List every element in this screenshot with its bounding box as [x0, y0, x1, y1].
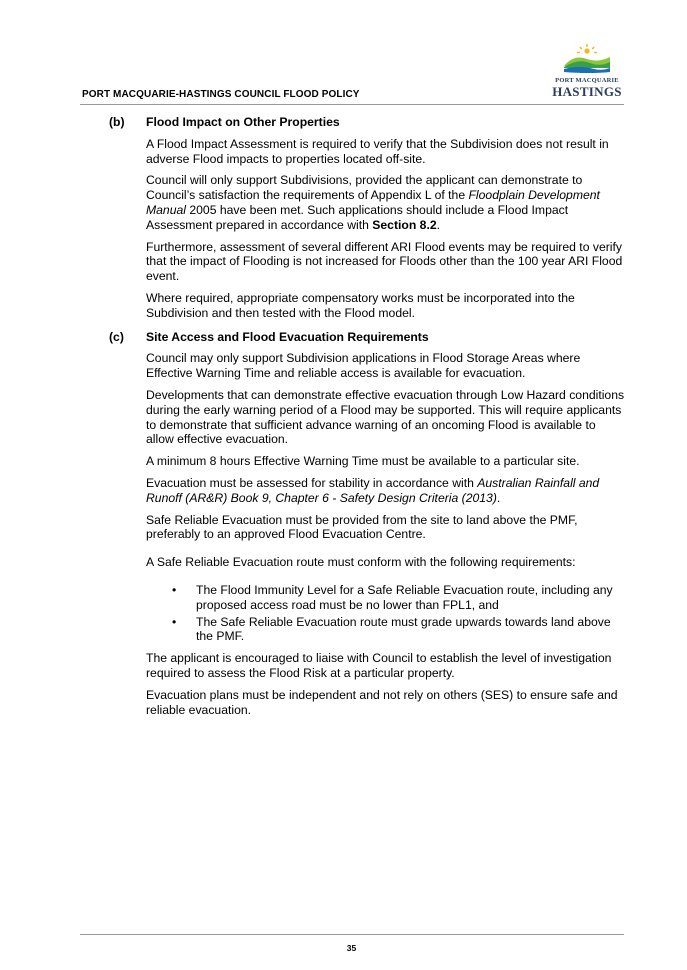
paragraph: Evacuation must be assessed for stability in accordance with Australian Rainfall and Runoff (AR&R) Book 9, Chapter 6 - Safety Design Criteria (2013).	[146, 475, 600, 505]
requirements-list	[146, 583, 626, 644]
paragraph: A Safe Reliable Evacuation route must conform with the following requirements:	[146, 555, 576, 570]
list-item: • The Safe Reliable Evacuation route must grade upwards towards land above the PMF.	[172, 614, 611, 644]
section-letter-c: (c)	[109, 329, 124, 344]
logo-text-top: PORT MACQUARIE	[555, 77, 619, 84]
council-logo	[552, 44, 622, 100]
paragraph: Furthermore, assessment of several different ARI Flood events may be required to verify that the impact of Flooding is not increased for Floods other than the 100 year ARI Flood event.	[146, 239, 623, 284]
logo-text-bottom: HASTINGS	[552, 84, 622, 99]
section-heading-c	[109, 329, 626, 345]
page-content	[0, 112, 687, 717]
paragraph: A minimum 8 hours Effective Warning Time must be available to a particular site.	[146, 454, 580, 469]
list-item: • The Flood Immunity Level for a Safe Reliable Evacuation route, including any proposed access road must be no lower than FPL1, and	[172, 582, 613, 612]
footer-divider	[80, 934, 624, 935]
section-reference-link: Section 8.2	[372, 217, 437, 232]
paragraph: Council may only support Subdivision applications in Flood Storage Areas where Effective Warning Time and reliable access is available for evacuation.	[146, 351, 581, 381]
policy-title: PORT MACQUARIE-HASTINGS COUNCIL FLOOD POLICY	[82, 89, 360, 100]
paragraph: A Flood Impact Assessment is required to verify that the Subdivision does not result in adverse Flood impacts to properties located off-site.	[146, 136, 609, 166]
paragraph: Safe Reliable Evacuation must be provided from the site to land above the PMF, preferably to an approved Flood Evacuation Centre.	[146, 512, 578, 542]
section-heading-b	[109, 115, 626, 130]
sun-hills-icon	[560, 44, 614, 74]
page-number: 35	[346, 943, 357, 953]
paragraph: Where required, appropriate compensatory works must be incorporated into the Subdivision and then tested with the Flood model.	[146, 290, 575, 320]
paragraph: The applicant is encouraged to liaise with Council to establish the level of investigation required to assess the Flood Risk at a particular property.	[146, 651, 612, 680]
section-title-c: Site Access and Flood Evacuation Requirements	[146, 329, 429, 344]
reference-title: Australian Rainfall and Runoff (AR&R) Book 9, Chapter 6 - Safety Design Criteria (2013)	[146, 475, 600, 505]
paragraph: Developments that can demonstrate effective evacuation through Low Hazard conditions during the early warning period of a Flood may be supported. This will require applicants to demonstrate that sufficient advance warning of an oncoming Flood is available to allow effective evacuation.	[146, 387, 625, 447]
bullet-icon: •	[172, 614, 177, 629]
paragraph: Evacuation plans must be independent and not rely on others (SES) to ensure safe and reliable evacuation.	[146, 687, 618, 717]
manual-title: Floodplain Development Manual	[146, 188, 600, 217]
header-divider	[80, 104, 624, 105]
section-letter-b: (b)	[109, 115, 125, 129]
section-title-b: Flood Impact on Other Properties	[146, 115, 340, 129]
bullet-icon: •	[172, 582, 177, 597]
paragraph: Council will only support Subdivisions, provided the applicant can demonstrate to Council’s satisfaction the requirements of Appendix L of the Floodplain Development Manual 2005 have been met. Such applications should include a Flood Impact Assessment prepared in accordance with Section 8.2.	[146, 173, 600, 232]
